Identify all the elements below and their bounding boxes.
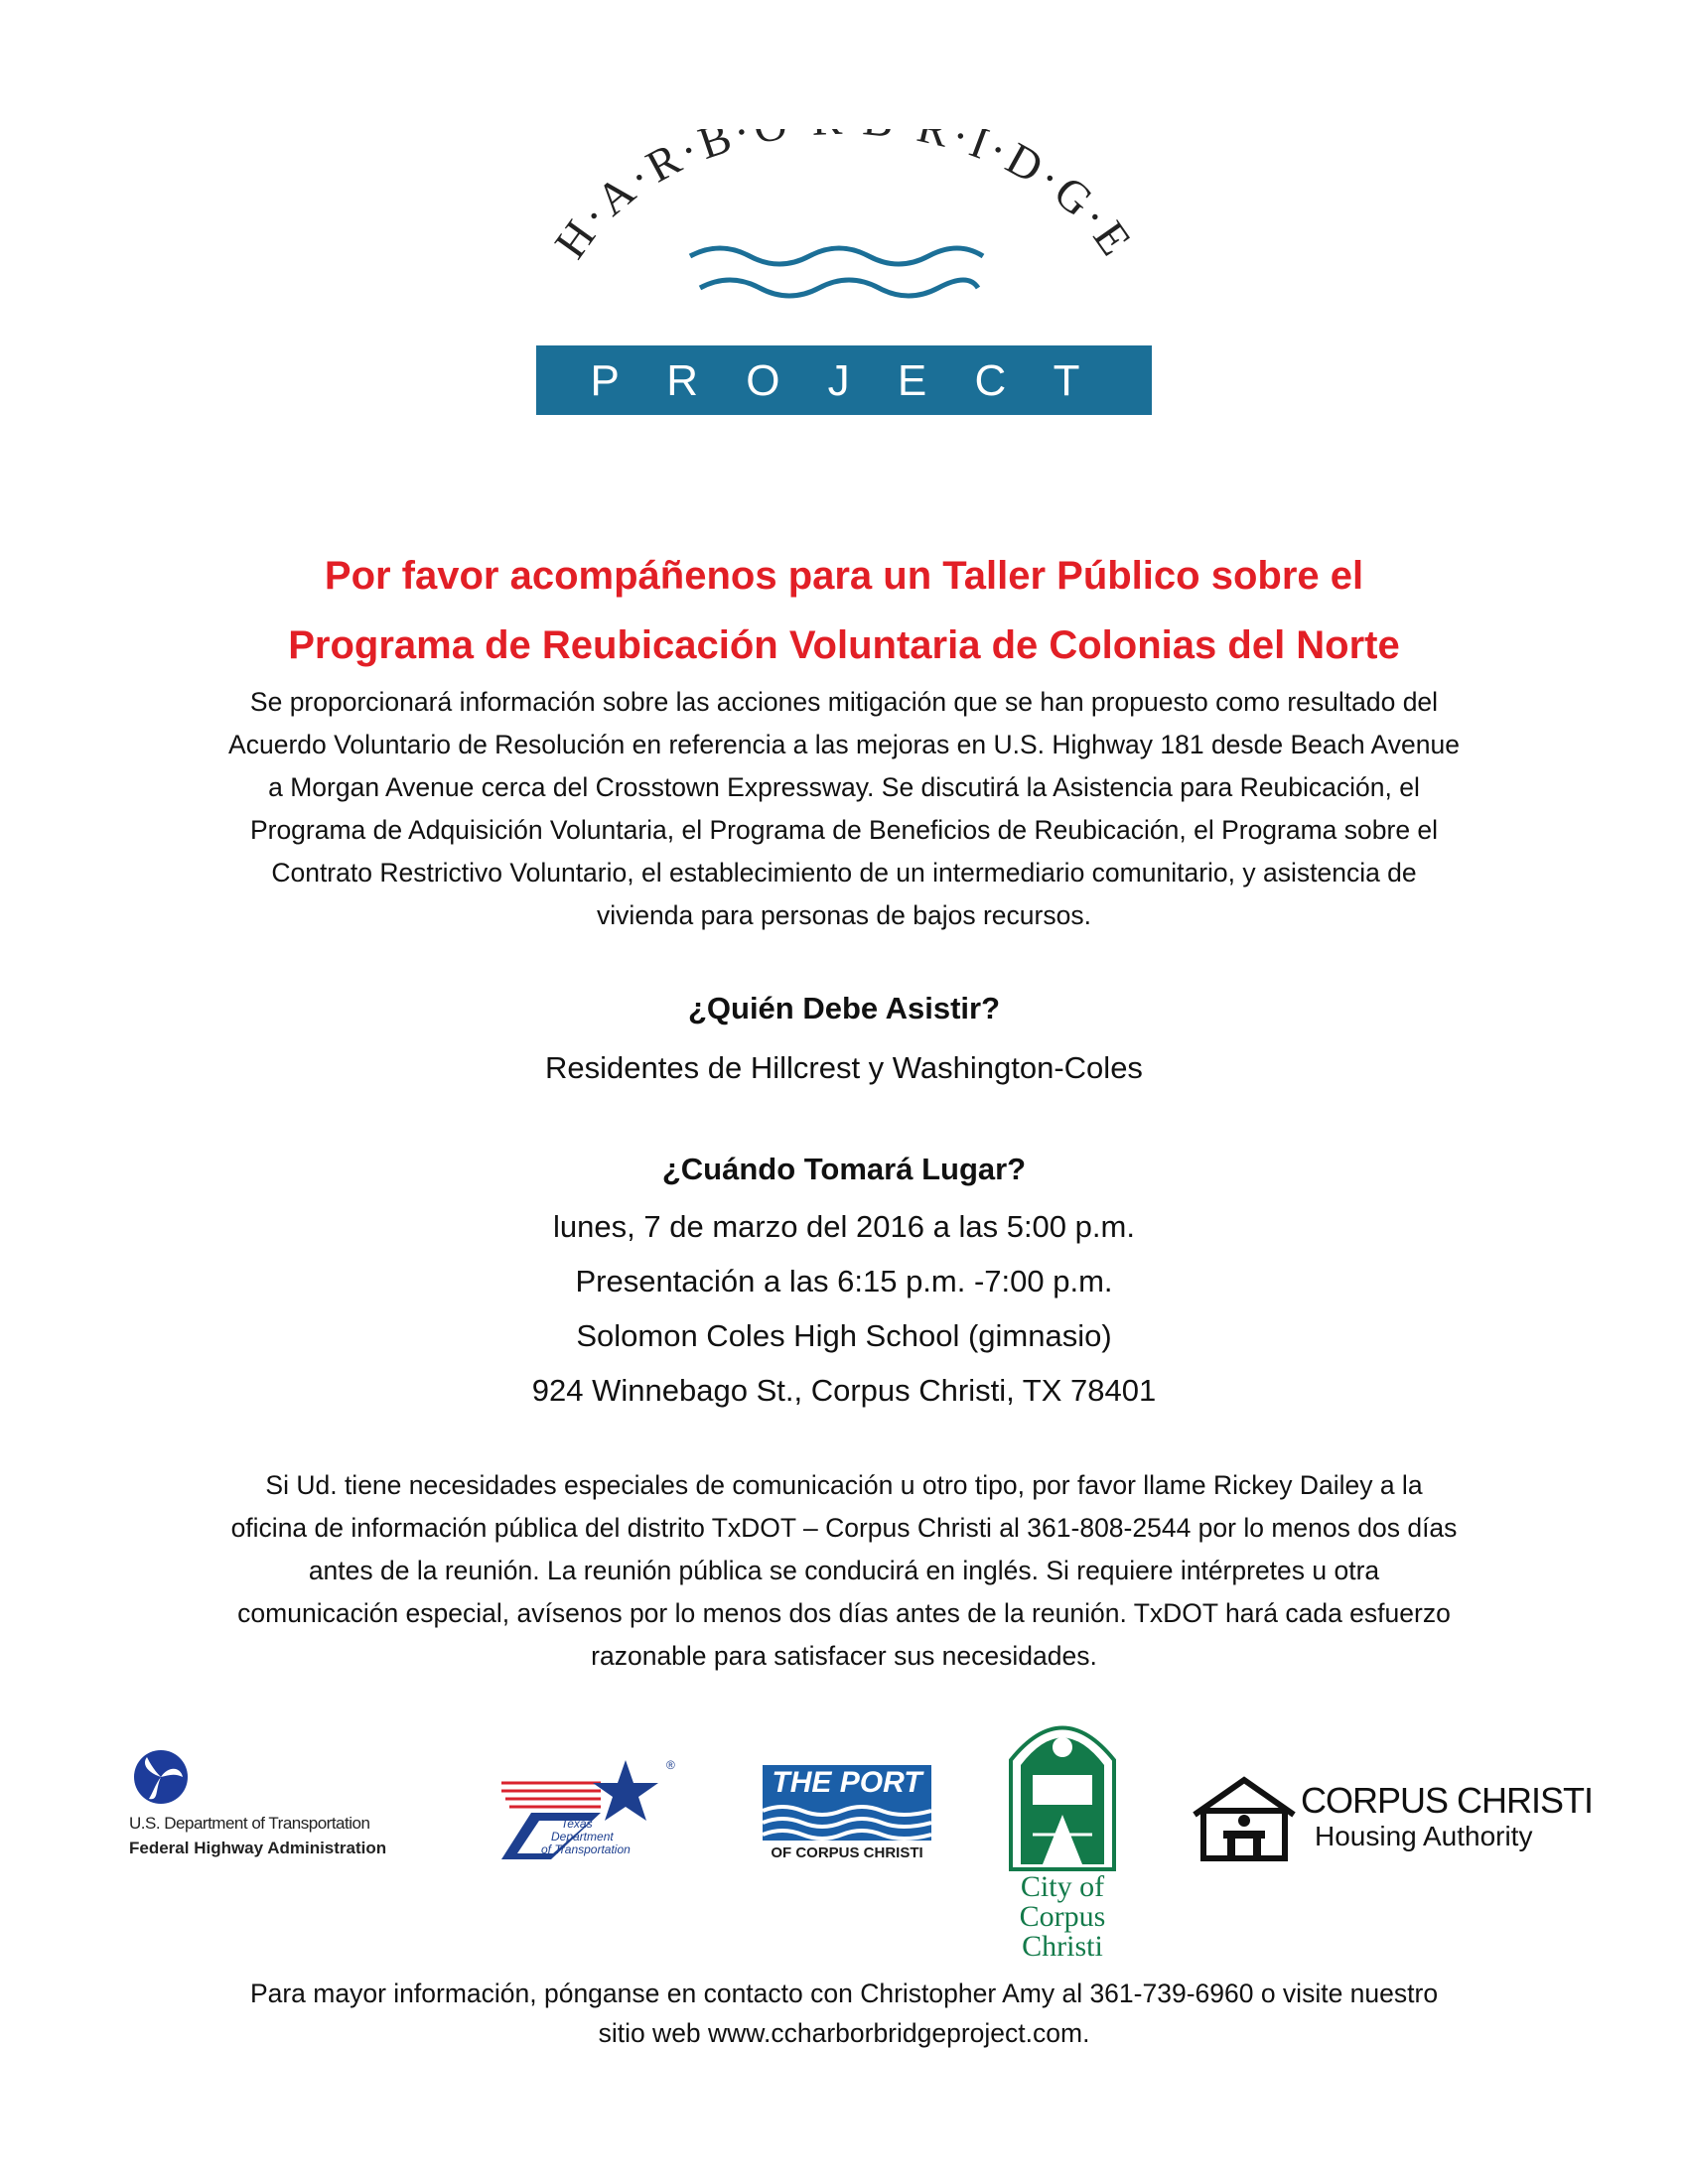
intro-line: Contrato Restrictivo Voluntario, el establecimiento de un intermediario comunitario, y asistencia de <box>271 858 1417 887</box>
port-subtitle: OF CORPUS CHRISTI <box>771 1844 923 1861</box>
housing-authority-logo <box>1190 1775 1607 1874</box>
when-details <box>298 1199 1390 1418</box>
usdot-fhwa-logo <box>129 1747 457 1866</box>
intro-line: Programa de Adquisición Voluntaria, el Programa de Beneficios de Reubicación, el Programa sobre el <box>249 815 1439 845</box>
txdot-logo <box>492 1755 680 1864</box>
txdot-line-3: of Transportation <box>541 1843 631 1856</box>
when-presentation: Presentación a las 6:15 p.m. -7:00 p.m. <box>575 1264 1113 1298</box>
housing-line-1: CORPUS CHRISTI <box>1301 1780 1594 1821</box>
port-title: THE PORT <box>763 1765 931 1801</box>
footer-contact <box>189 1974 1499 2053</box>
usdot-emblem-icon <box>131 1747 191 1807</box>
wave-icon <box>690 248 983 264</box>
intro-line: a Morgan Avenue cerca del Crosstown Expressway. Se discutirá la Asistencia para Reubicación, el <box>268 772 1420 802</box>
special-needs-line: antes de la reunión. La reunión pública se conducirá en inglés. Si requiere intérpretes u otra <box>308 1556 1380 1585</box>
special-needs-paragraph <box>189 1464 1499 1678</box>
who-answer: Residentes de Hillcrest y Washington-Coles <box>545 1050 1143 1085</box>
txdot-line-2: Department <box>551 1830 614 1843</box>
harbor-bridge-logo <box>516 129 1162 427</box>
housing-line-2: Housing Authority <box>1315 1821 1533 1851</box>
txdot-registered-mark: ® <box>666 1758 675 1772</box>
footer-line: Para mayor información, pónganse en contacto con Christopher Amy al 361-739-6960 o visite nuestro <box>249 1979 1439 2008</box>
usdot-line-2: Federal Highway Administration <box>129 1839 387 1857</box>
when-venue: Solomon Coles High School (gimnasio) <box>576 1318 1112 1353</box>
project-band-text: P R O J E C T <box>590 356 1098 405</box>
when-address: 924 Winnebago St., Corpus Christi, TX 78401 <box>531 1373 1157 1408</box>
intro-line: vivienda para personas de bajos recursos. <box>597 900 1091 930</box>
special-needs-line: razonable para satisfacer sus necesidades. <box>591 1641 1097 1671</box>
intro-paragraph <box>189 681 1499 937</box>
port-of-corpus-christi-logo <box>763 1765 931 1864</box>
port-waves-icon <box>763 1801 931 1841</box>
footer-line: sitio web www.ccharborbridgeproject.com. <box>598 2018 1090 2048</box>
city-line-3: Christi <box>1022 1930 1103 1963</box>
special-needs-line: Si Ud. tiene necesidades especiales de comunicación u otro tipo, por favor llame Rickey Dailey a la <box>265 1470 1423 1500</box>
house-icon <box>1190 1775 1299 1864</box>
usdot-line-1: U.S. Department of Transportation <box>129 1814 370 1833</box>
special-needs-line: comunicación especial, avísenos por lo menos dos días antes de la reunión. TxDOT hará cada esfuerzo <box>237 1598 1451 1628</box>
when-date: lunes, 7 de marzo del 2016 a las 5:00 p.m. <box>553 1209 1135 1244</box>
intro-line: Acuerdo Voluntario de Resolución en referencia a las mejoras en U.S. Highway 181 desde Beach Avenue <box>228 730 1460 759</box>
who-heading: ¿Quién Debe Asistir? <box>687 991 1001 1025</box>
city-line-1: City of <box>1020 1870 1105 1903</box>
special-needs-line: oficina de información pública del distrito TxDOT – Corpus Christi al 361-808-2544 por lo menos dos días <box>230 1513 1458 1543</box>
when-heading: ¿Cuándo Tomará Lugar? <box>661 1152 1027 1186</box>
city-of-corpus-christi-logo <box>1003 1706 1122 1966</box>
harbor-bridge-logo-graphic <box>516 129 1162 427</box>
city-line-2: Corpus <box>1019 1900 1106 1933</box>
wave-icon <box>700 280 978 296</box>
txdot-line-1: Texas <box>561 1817 593 1831</box>
logo-arc-text: H·A·R·B· ·I·D·G·E <box>544 129 1144 268</box>
city-seal-icon <box>1003 1706 1122 1874</box>
title-line-2: Programa de Reubicación Voluntaria de Colonias del Norte <box>288 623 1400 667</box>
intro-line: Se proporcionará información sobre las acciones mitigación que se han propuesto como resultado del <box>249 687 1439 717</box>
title-line-1: Por favor acompáñenos para un Taller Público sobre el <box>324 554 1364 598</box>
